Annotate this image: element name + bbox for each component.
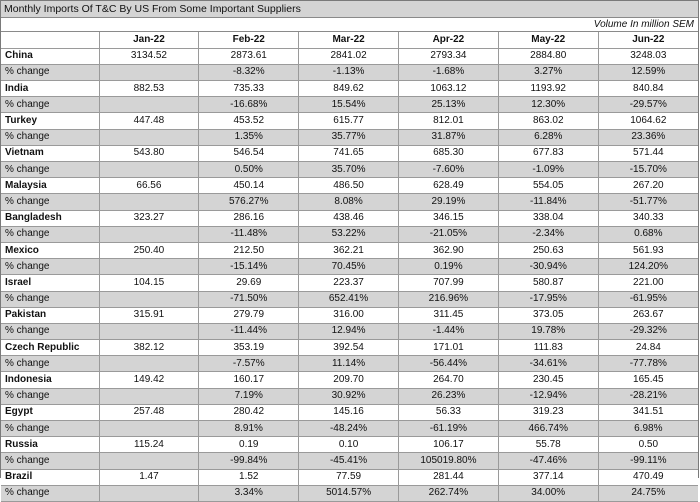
change-label: % change <box>1 421 99 437</box>
volume-cell: 230.45 <box>498 372 598 388</box>
country-name: Bangladesh <box>1 210 99 226</box>
change-cell: -1.68% <box>399 64 499 80</box>
change-cell: 6.98% <box>598 421 698 437</box>
country-name: Indonesia <box>1 372 99 388</box>
change-label: % change <box>1 194 99 210</box>
change-cell: -12.94% <box>498 388 598 404</box>
volume-cell: 149.42 <box>99 372 199 388</box>
country-name: China <box>1 48 99 64</box>
volume-cell: 561.93 <box>598 242 698 258</box>
change-cell: 70.45% <box>299 259 399 275</box>
volume-cell: 24.84 <box>598 340 698 356</box>
volume-cell: 0.19 <box>199 437 299 453</box>
country-name: Pakistan <box>1 307 99 323</box>
volume-cell: 863.02 <box>498 113 598 129</box>
change-label: % change <box>1 453 99 469</box>
change-row <box>1 226 698 242</box>
volume-cell: 373.05 <box>498 307 598 323</box>
volume-cell: 223.37 <box>299 275 399 291</box>
change-cell: -11.48% <box>199 226 299 242</box>
column-header: Feb-22 <box>199 32 299 48</box>
change-cell: 5014.57% <box>299 485 399 501</box>
volume-cell: 2793.34 <box>399 48 499 64</box>
change-cell: -56.44% <box>399 356 499 372</box>
volume-cell: 221.00 <box>598 275 698 291</box>
volume-cell: 286.16 <box>199 210 299 226</box>
change-row <box>1 323 698 339</box>
country-name: Russia <box>1 437 99 453</box>
table-row <box>1 48 698 64</box>
volume-cell: 55.78 <box>498 437 598 453</box>
change-cell: 35.77% <box>299 129 399 145</box>
country-name: Egypt <box>1 404 99 420</box>
change-cell: -99.84% <box>199 453 299 469</box>
volume-cell: 209.70 <box>299 372 399 388</box>
table-row <box>1 437 698 453</box>
change-cell: 12.94% <box>299 323 399 339</box>
change-cell: 25.13% <box>399 97 499 113</box>
change-cell: 576.27% <box>199 194 299 210</box>
country-name: Czech Republic <box>1 340 99 356</box>
volume-cell: 438.46 <box>299 210 399 226</box>
change-cell: 0.68% <box>598 226 698 242</box>
change-cell: 12.59% <box>598 64 698 80</box>
change-cell: 31.87% <box>399 129 499 145</box>
volume-cell: 56.33 <box>399 404 499 420</box>
volume-cell: 257.48 <box>99 404 199 420</box>
change-cell: -1.44% <box>399 323 499 339</box>
volume-cell: 340.33 <box>598 210 698 226</box>
change-label: % change <box>1 129 99 145</box>
volume-cell: 250.63 <box>498 242 598 258</box>
column-header: Apr-22 <box>399 32 499 48</box>
volume-cell: 279.79 <box>199 307 299 323</box>
column-header: Jan-22 <box>99 32 199 48</box>
change-cell: 1.35% <box>199 129 299 145</box>
volume-cell: 392.54 <box>299 340 399 356</box>
table-row <box>1 275 698 291</box>
volume-cell: 341.51 <box>598 404 698 420</box>
change-row <box>1 194 698 210</box>
table-row <box>1 404 698 420</box>
volume-cell: 812.01 <box>399 113 499 129</box>
change-cell <box>99 162 199 178</box>
volume-cell: 353.19 <box>199 340 299 356</box>
volume-cell: 0.10 <box>299 437 399 453</box>
volume-cell: 3134.52 <box>99 48 199 64</box>
table-row <box>1 307 698 323</box>
change-row <box>1 97 698 113</box>
change-cell <box>99 356 199 372</box>
volume-cell: 0.50 <box>598 437 698 453</box>
change-row <box>1 129 698 145</box>
change-cell: 53.22% <box>299 226 399 242</box>
volume-cell: 741.65 <box>299 145 399 161</box>
volume-cell: 316.00 <box>299 307 399 323</box>
country-name: Turkey <box>1 113 99 129</box>
change-cell <box>99 453 199 469</box>
change-cell: 105019.80% <box>399 453 499 469</box>
change-row <box>1 64 698 80</box>
volume-cell: 106.17 <box>399 437 499 453</box>
volume-cell: 263.67 <box>598 307 698 323</box>
change-cell <box>99 259 199 275</box>
change-cell: 0.50% <box>199 162 299 178</box>
volume-cell: 66.56 <box>99 178 199 194</box>
change-cell: 34.00% <box>498 485 598 501</box>
volume-cell: 311.45 <box>399 307 499 323</box>
change-cell: -2.34% <box>498 226 598 242</box>
change-cell: -51.77% <box>598 194 698 210</box>
change-cell: -99.11% <box>598 453 698 469</box>
change-cell: -71.50% <box>199 291 299 307</box>
change-cell: -29.32% <box>598 323 698 339</box>
column-header: Jun-22 <box>598 32 698 48</box>
country-name: Brazil <box>1 469 99 485</box>
country-name: Vietnam <box>1 145 99 161</box>
volume-cell: 580.87 <box>498 275 598 291</box>
change-cell: 6.28% <box>498 129 598 145</box>
change-cell <box>99 129 199 145</box>
change-label: % change <box>1 356 99 372</box>
change-cell: 216.96% <box>399 291 499 307</box>
change-cell: 15.54% <box>299 97 399 113</box>
volume-cell: 1.47 <box>99 469 199 485</box>
change-label: % change <box>1 97 99 113</box>
change-cell: -15.14% <box>199 259 299 275</box>
change-cell: -15.70% <box>598 162 698 178</box>
change-cell: 8.91% <box>199 421 299 437</box>
volume-cell: 882.53 <box>99 81 199 97</box>
volume-cell: 250.40 <box>99 242 199 258</box>
volume-cell: 323.27 <box>99 210 199 226</box>
volume-cell: 447.48 <box>99 113 199 129</box>
change-row <box>1 453 698 469</box>
change-cell: -11.44% <box>199 323 299 339</box>
change-cell: -16.68% <box>199 97 299 113</box>
change-cell: 30.92% <box>299 388 399 404</box>
volume-cell: 707.99 <box>399 275 499 291</box>
country-name: India <box>1 81 99 97</box>
volume-cell: 267.20 <box>598 178 698 194</box>
change-row <box>1 421 698 437</box>
country-name: Mexico <box>1 242 99 258</box>
table-row <box>1 242 698 258</box>
change-cell: -1.13% <box>299 64 399 80</box>
volume-cell: 338.04 <box>498 210 598 226</box>
change-cell <box>99 421 199 437</box>
change-cell: -1.09% <box>498 162 598 178</box>
volume-cell: 315.91 <box>99 307 199 323</box>
change-cell: 24.75% <box>598 485 698 501</box>
change-cell: -28.21% <box>598 388 698 404</box>
change-cell: -61.95% <box>598 291 698 307</box>
change-cell: 7.19% <box>199 388 299 404</box>
change-row <box>1 356 698 372</box>
table-row <box>1 81 698 97</box>
header-corner <box>1 32 99 48</box>
volume-cell: 2841.02 <box>299 48 399 64</box>
change-cell: -45.41% <box>299 453 399 469</box>
change-cell <box>99 485 199 501</box>
change-cell: -47.46% <box>498 453 598 469</box>
volume-cell: 2884.80 <box>498 48 598 64</box>
column-header: Mar-22 <box>299 32 399 48</box>
change-cell: -7.57% <box>199 356 299 372</box>
change-cell: 12.30% <box>498 97 598 113</box>
volume-cell: 280.42 <box>199 404 299 420</box>
change-cell <box>99 388 199 404</box>
volume-cell: 165.45 <box>598 372 698 388</box>
change-cell: 35.70% <box>299 162 399 178</box>
change-label: % change <box>1 226 99 242</box>
column-header: May-22 <box>498 32 598 48</box>
change-label: % change <box>1 162 99 178</box>
table-row <box>1 113 698 129</box>
change-row <box>1 485 698 501</box>
volume-cell: 735.33 <box>199 81 299 97</box>
volume-cell: 615.77 <box>299 113 399 129</box>
change-cell: -11.84% <box>498 194 598 210</box>
volume-cell: 1.52 <box>199 469 299 485</box>
country-name: Malaysia <box>1 178 99 194</box>
header-row <box>1 32 698 48</box>
volume-cell: 104.15 <box>99 275 199 291</box>
change-cell: 8.08% <box>299 194 399 210</box>
volume-cell: 281.44 <box>399 469 499 485</box>
volume-cell: 1064.62 <box>598 113 698 129</box>
volume-cell: 382.12 <box>99 340 199 356</box>
volume-cell: 685.30 <box>399 145 499 161</box>
volume-cell: 571.44 <box>598 145 698 161</box>
volume-cell: 1193.92 <box>498 81 598 97</box>
volume-cell: 29.69 <box>199 275 299 291</box>
volume-cell: 111.83 <box>498 340 598 356</box>
change-label: % change <box>1 388 99 404</box>
volume-cell: 677.83 <box>498 145 598 161</box>
volume-cell: 362.21 <box>299 242 399 258</box>
volume-cell: 453.52 <box>199 113 299 129</box>
change-cell: 19.78% <box>498 323 598 339</box>
volume-cell: 319.23 <box>498 404 598 420</box>
volume-cell: 840.84 <box>598 81 698 97</box>
change-cell: -48.24% <box>299 421 399 437</box>
change-label: % change <box>1 291 99 307</box>
table-row <box>1 210 698 226</box>
change-cell: -61.19% <box>399 421 499 437</box>
volume-cell: 543.80 <box>99 145 199 161</box>
change-cell <box>99 291 199 307</box>
change-cell: -7.60% <box>399 162 499 178</box>
volume-cell: 2873.61 <box>199 48 299 64</box>
volume-cell: 3248.03 <box>598 48 698 64</box>
country-name: Israel <box>1 275 99 291</box>
change-cell: -34.61% <box>498 356 598 372</box>
change-cell <box>99 194 199 210</box>
volume-cell: 1063.12 <box>399 81 499 97</box>
volume-cell: 486.50 <box>299 178 399 194</box>
volume-cell: 546.54 <box>199 145 299 161</box>
volume-cell: 470.49 <box>598 469 698 485</box>
change-label: % change <box>1 259 99 275</box>
volume-cell: 849.62 <box>299 81 399 97</box>
change-cell <box>99 226 199 242</box>
change-cell <box>99 323 199 339</box>
change-cell: -29.57% <box>598 97 698 113</box>
volume-cell: 160.17 <box>199 372 299 388</box>
change-cell: 466.74% <box>498 421 598 437</box>
change-label: % change <box>1 323 99 339</box>
change-cell: 262.74% <box>399 485 499 501</box>
table-row <box>1 145 698 161</box>
change-cell: -30.94% <box>498 259 598 275</box>
change-cell: 3.27% <box>498 64 598 80</box>
change-cell: 124.20% <box>598 259 698 275</box>
volume-cell: 450.14 <box>199 178 299 194</box>
table-row <box>1 372 698 388</box>
change-cell: 11.14% <box>299 356 399 372</box>
volume-cell: 145.16 <box>299 404 399 420</box>
change-cell <box>99 97 199 113</box>
volume-cell: 554.05 <box>498 178 598 194</box>
change-label: % change <box>1 485 99 501</box>
unit-note: Volume In million SEM <box>1 18 698 32</box>
change-row <box>1 162 698 178</box>
change-row <box>1 259 698 275</box>
change-row <box>1 388 698 404</box>
table-body <box>1 48 698 501</box>
volume-cell: 377.14 <box>498 469 598 485</box>
volume-cell: 346.15 <box>399 210 499 226</box>
volume-cell: 264.70 <box>399 372 499 388</box>
change-label: % change <box>1 64 99 80</box>
change-cell: 0.19% <box>399 259 499 275</box>
change-cell: 23.36% <box>598 129 698 145</box>
volume-cell: 362.90 <box>399 242 499 258</box>
change-cell: -17.95% <box>498 291 598 307</box>
volume-cell: 212.50 <box>199 242 299 258</box>
table-row <box>1 178 698 194</box>
imports-table <box>1 32 698 502</box>
change-cell <box>99 64 199 80</box>
change-cell: 26.23% <box>399 388 499 404</box>
volume-cell: 77.59 <box>299 469 399 485</box>
table-row <box>1 469 698 485</box>
change-cell: -8.32% <box>199 64 299 80</box>
change-cell: -21.05% <box>399 226 499 242</box>
change-cell: 652.41% <box>299 291 399 307</box>
change-row <box>1 291 698 307</box>
change-cell: -77.78% <box>598 356 698 372</box>
change-cell: 29.19% <box>399 194 499 210</box>
table-row <box>1 340 698 356</box>
volume-cell: 171.01 <box>399 340 499 356</box>
volume-cell: 115.24 <box>99 437 199 453</box>
volume-cell: 628.49 <box>399 178 499 194</box>
change-cell: 3.34% <box>199 485 299 501</box>
table-title: Monthly Imports Of T&C By US From Some Important Suppliers <box>1 1 698 18</box>
